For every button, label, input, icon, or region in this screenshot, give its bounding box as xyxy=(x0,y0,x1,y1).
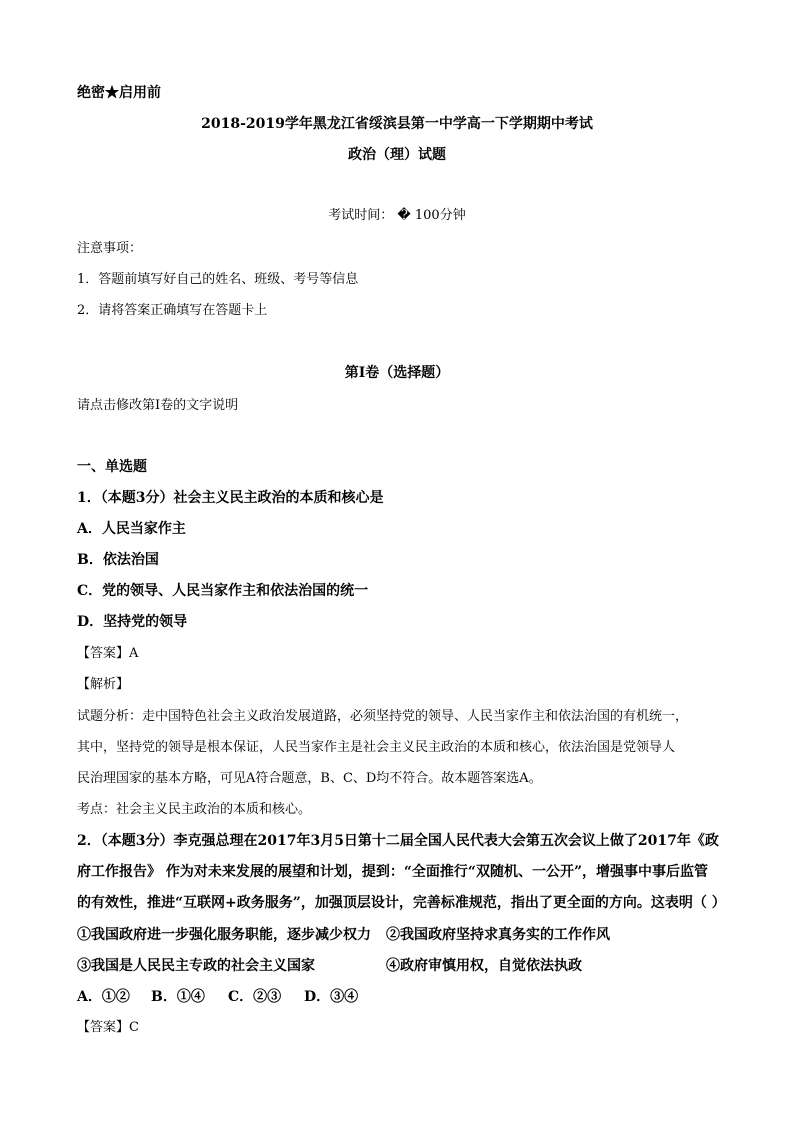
statement-3: ③我国是人民民主专政的社会主义国家 xyxy=(77,958,315,974)
question-stem: 1．（本题3分）社会主义民主政治的本质和核心是 xyxy=(77,490,384,506)
analysis-line: 民治理国家的基本方略，可见A符合题意，B、C、D均不符合。故本题答案选A。 xyxy=(77,771,542,786)
choice-d: D．③④ xyxy=(304,989,359,1005)
analysis-label: 【解析】 xyxy=(77,677,130,692)
option-c: C．党的领导、人民当家作主和依法治国的统一 xyxy=(77,583,369,599)
analysis-line: 试题分析：走中国特色社会主义政治发展道路，必须坚持党的领导、人民当家作主和依法治国的有机统一， xyxy=(77,709,689,724)
statement-2: ②我国政府坚持求真务实的工作作风 xyxy=(386,927,610,943)
volume-hint: 请点击修改第I卷的文字说明 xyxy=(77,398,239,413)
option-b: B．依法治国 xyxy=(77,552,159,568)
option-a: A．人民当家作主 xyxy=(77,521,186,537)
answer-label: 【答案】A xyxy=(77,646,139,661)
exam-title: 2018-2019学年黑龙江省绥滨县第一中学高一下学期期中考试 xyxy=(201,116,593,132)
analysis-line: 其中，坚持党的领导是根本保证，人民当家作主是社会主义民主政治的本质和核心，依法治国是党领导人 xyxy=(77,740,676,755)
note-item: 1．答题前填写好自己的姓名、班级、考号等信息 xyxy=(77,272,359,287)
exam-time: 考试时间： � 100分钟 xyxy=(328,208,466,223)
notes-heading: 注意事项： xyxy=(77,241,143,256)
confidential-label: 绝密★启用前 xyxy=(77,85,161,101)
subject-title: 政治（理）试题 xyxy=(348,147,446,163)
volume-title: 第I卷（选择题） xyxy=(344,365,450,381)
question-stem-line: 2．（本题3分）李克强总理在2017年3月5日第十二届全国人民代表大会第五次会议上做了2017年《政 xyxy=(77,833,719,849)
statement-1: ①我国政府进一步强化服务职能，逐步减少权力 xyxy=(77,927,371,943)
question-stem-line: 的有效性，推进“互联网+政务服务”，加强顶层设计，完善标准规范，指出了更全面的方向。这表明（ ） xyxy=(77,895,726,911)
question-stem-line: 府工作报告》 作为对未来发展的展望和计划，提到：“全面推行“双随机、一公开”，增强事中事后监管 xyxy=(77,864,709,880)
section-title: 一、单选题 xyxy=(77,459,147,475)
note-item: 2．请将答案正确填写在答题卡上 xyxy=(77,303,268,318)
knowledge-point: 考点：社会主义民主政治的本质和核心。 xyxy=(77,802,312,817)
choice-a: A．①② xyxy=(77,989,130,1005)
option-d: D．坚持党的领导 xyxy=(77,614,188,630)
statement-4: ④政府审慎用权，自觉依法执政 xyxy=(386,958,582,974)
answer-label: 【答案】C xyxy=(77,1020,139,1035)
choice-c: C．②③ xyxy=(228,989,282,1005)
choice-b: B．①④ xyxy=(151,989,205,1005)
